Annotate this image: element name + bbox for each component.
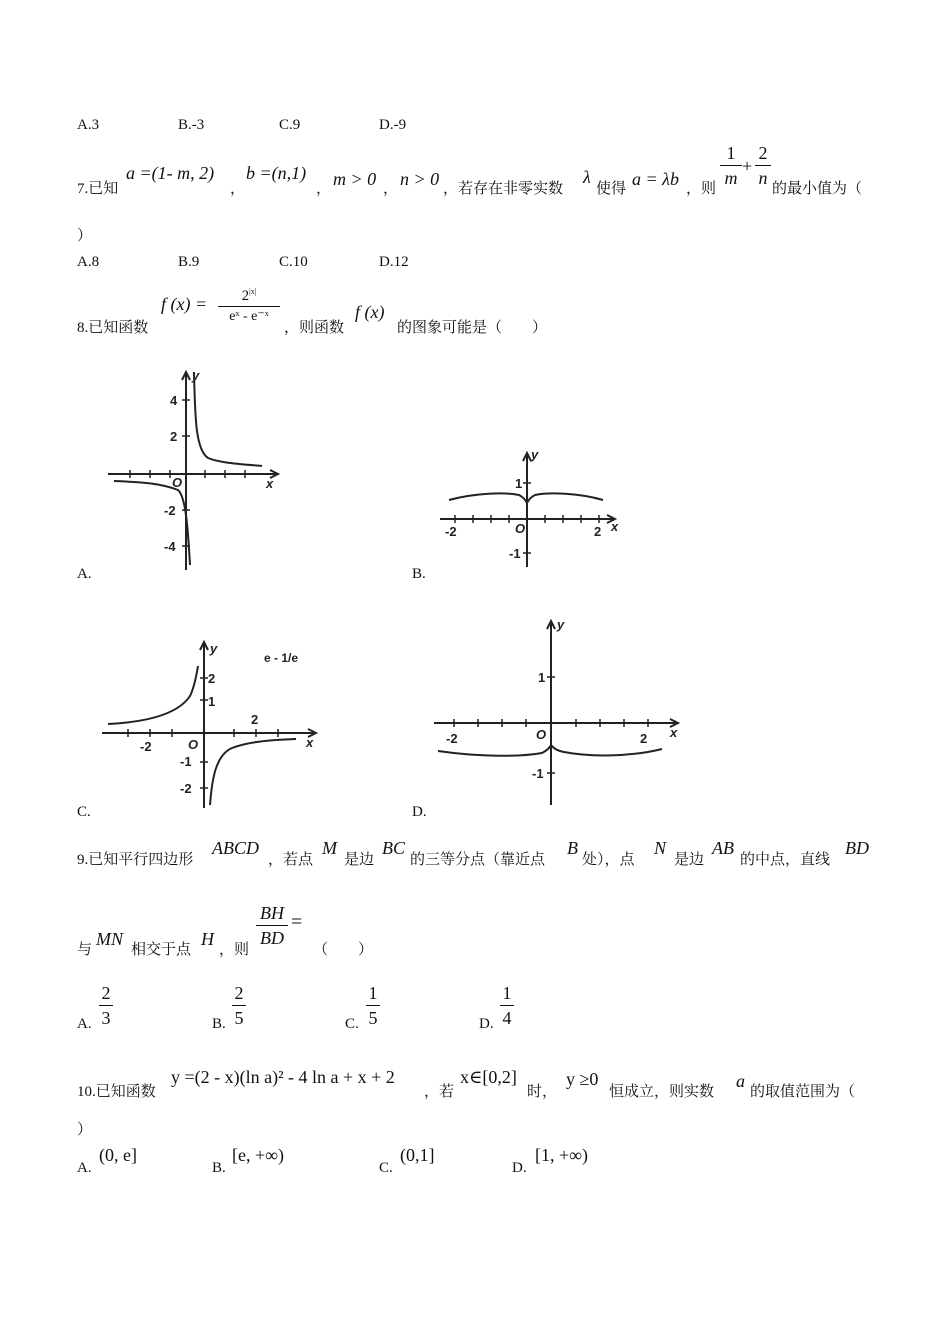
graph-a xyxy=(100,360,290,575)
graph-b-origin: O xyxy=(515,521,526,536)
q10-condition: y ≥0 xyxy=(566,1069,599,1089)
graph-b-tick-neg1: -1 xyxy=(509,546,521,561)
q7-n-condition: n > 0 xyxy=(400,169,440,189)
q10-option-a-label: A. xyxy=(77,1160,92,1176)
graph-b-tick-neg2: -2 xyxy=(445,524,457,539)
q7-lambda: λ xyxy=(583,167,591,187)
q8-suffix: 的图象可能是（ ） xyxy=(397,320,548,336)
q10-option-c-value: (0,1] xyxy=(400,1145,435,1165)
graph-a-tick-2: 2 xyxy=(170,429,178,444)
graph-d-tick-2: 2 xyxy=(640,731,648,746)
q9-prefix: 9.已知平行四边形 xyxy=(77,852,194,868)
graph-d-tick-1: 1 xyxy=(538,670,546,685)
q9-option-a-label: A. xyxy=(77,1016,92,1032)
q7-vector-b: b =(n,1) xyxy=(246,163,307,183)
q8-fx2: f (x) xyxy=(355,302,385,322)
q7-plus: + xyxy=(742,156,753,176)
q9-h: H xyxy=(201,929,214,949)
graph-label-d: D. xyxy=(412,804,427,820)
q6-option-d: D.-9 xyxy=(379,117,407,133)
q7-close: ） xyxy=(77,228,93,244)
graph-d-tick-neg1: -1 xyxy=(532,766,544,781)
q7-vector-a: a =(1- m, 2) xyxy=(126,163,215,183)
q9-mn: MN xyxy=(96,929,123,949)
q9-b: B xyxy=(567,838,578,858)
q7-option-b: B.9 xyxy=(178,254,200,270)
graph-b-x-label: x xyxy=(611,519,619,534)
q8-prefix: 8.已知函数 xyxy=(77,320,149,336)
graph-a-curve-lower xyxy=(114,481,190,565)
graph-a-tick-neg4: -4 xyxy=(164,539,176,554)
q6-option-b: B.-3 xyxy=(178,117,205,133)
q10-domain: x∈[0,2] xyxy=(460,1067,517,1087)
q7-fraction-2: 2 n xyxy=(755,142,771,189)
q7-prefix: 7.已知 xyxy=(77,181,119,197)
graph-b-y-label: y xyxy=(531,447,539,462)
q9-fraction: BH BD xyxy=(256,902,288,949)
graph-d xyxy=(430,615,685,810)
graph-label-a: A. xyxy=(77,566,92,582)
graph-c-tick-x-2: 2 xyxy=(251,712,259,727)
graph-d-y-label: y xyxy=(557,617,565,632)
graph-a-tick-4: 4 xyxy=(170,393,178,408)
q7-suffix: 的最小值为（ xyxy=(772,181,863,197)
q8-fx: f (x) = xyxy=(161,294,208,314)
q9-option-c-fraction: 1 5 xyxy=(366,982,380,1029)
graph-c-note: e - 1/e xyxy=(264,651,299,665)
q8-fraction: $2^{|x|}$ eˣ - e⁻ˣ xyxy=(218,282,280,327)
q6-option-a: A.3 xyxy=(77,117,100,133)
q10-close: ） xyxy=(77,1122,93,1138)
graph-d-origin: O xyxy=(536,727,547,742)
q9-bd: BD xyxy=(845,838,869,858)
graph-c-origin: O xyxy=(188,737,199,752)
graph-a-origin: O xyxy=(172,475,183,490)
q7-m-condition: m > 0 xyxy=(333,169,377,189)
graph-b-curve-left xyxy=(449,493,527,503)
graph-b-curve-right xyxy=(527,493,603,503)
q10-a: a xyxy=(736,1071,745,1091)
graph-d-x-label: x xyxy=(670,725,678,740)
graph-d-tick-neg2: -2 xyxy=(446,731,458,746)
q7-mid2: 使得 xyxy=(596,181,627,197)
q10-option-a-value: (0, e] xyxy=(99,1145,137,1165)
graph-c-tick-x-neg2: -2 xyxy=(140,739,152,754)
q9-abcd: ABCD xyxy=(212,838,259,858)
q7-fraction-1: 1 m xyxy=(720,142,742,189)
graph-d-curve-left xyxy=(438,745,551,756)
q9-option-d-label: D. xyxy=(479,1016,494,1032)
graph-c-tick-1: 1 xyxy=(208,694,216,709)
q10-option-b-value: [e, +∞) xyxy=(232,1145,284,1165)
q7-mid: ，若存在非零实数 xyxy=(443,181,564,197)
q9-option-b-label: B. xyxy=(212,1016,226,1032)
q9-paren: （ ） xyxy=(313,942,374,958)
q6-option-c: C.9 xyxy=(279,117,301,133)
graph-b-tick-1: 1 xyxy=(515,476,523,491)
graph-a-tick-neg2: -2 xyxy=(164,503,176,518)
q9-m: M xyxy=(322,838,337,858)
q9-ab: AB xyxy=(712,838,734,858)
q10-prefix: 10.已知函数 xyxy=(77,1084,156,1100)
q10-formula: y =(2 - x)(ln a)² - 4 ln a + x + 2 xyxy=(171,1067,395,1087)
q10-option-d-value: [1, +∞) xyxy=(535,1145,588,1165)
graph-b xyxy=(435,445,625,570)
q7-option-c: C.10 xyxy=(279,254,308,270)
graph-a-x-label: x xyxy=(266,476,274,491)
q9-option-c-label: C. xyxy=(345,1016,359,1032)
graph-a-y-label: y xyxy=(192,368,200,383)
graph-label-c: C. xyxy=(77,804,91,820)
graph-c-curve-left xyxy=(108,666,198,724)
graph-c-tick-neg2: -2 xyxy=(180,781,192,796)
graph-c-tick-2: 2 xyxy=(208,671,216,686)
graph-c-curve-right xyxy=(210,739,296,805)
q7-option-d: D.12 xyxy=(379,254,409,270)
q8-mid: ，则函数 xyxy=(284,320,345,336)
q9-option-b-fraction: 2 5 xyxy=(232,982,246,1029)
graph-c-y-label: y xyxy=(210,641,218,656)
q9-n: N xyxy=(654,838,667,858)
q7-option-a: A.8 xyxy=(77,254,100,270)
graph-c-tick-neg1: -1 xyxy=(180,754,192,769)
q9-option-a-fraction: 2 3 xyxy=(99,982,113,1029)
q10-option-b-label: B. xyxy=(212,1160,226,1176)
q9-option-d-fraction: 1 4 xyxy=(500,982,514,1029)
q9-bc: BC xyxy=(382,838,406,858)
graph-label-b: B. xyxy=(412,566,426,582)
graph-c-x-label: x xyxy=(306,735,314,750)
graph-b-tick-2: 2 xyxy=(594,524,602,539)
graph-a-curve-upper xyxy=(194,372,262,466)
graph-d-curve-right xyxy=(551,745,662,755)
q10-option-d-label: D. xyxy=(512,1160,527,1176)
q10-option-c-label: C. xyxy=(379,1160,393,1176)
q7-equation: a = λb xyxy=(632,169,679,189)
q7-then: ，则 xyxy=(686,181,717,197)
graph-c xyxy=(98,640,328,812)
